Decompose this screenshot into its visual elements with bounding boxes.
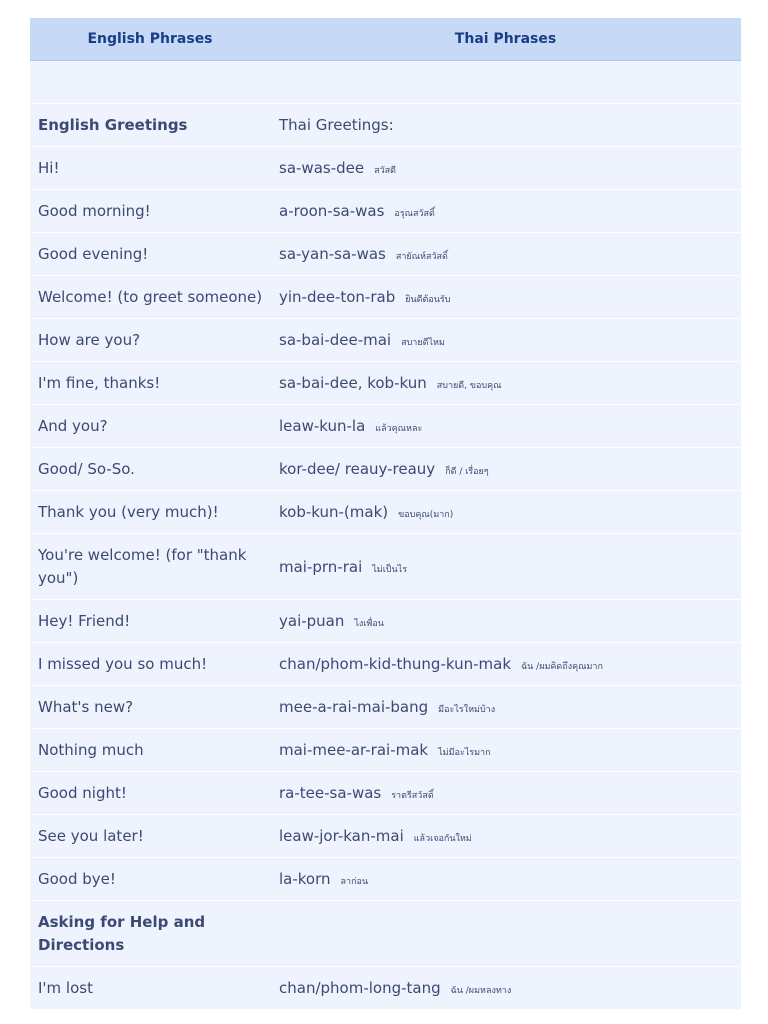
english-phrase: Hi!	[38, 158, 60, 177]
thai-script: ก็ดี / เรื่อยๆ	[445, 467, 489, 477]
thai-script: สบายดีไหม	[401, 338, 445, 348]
romanized-text: kor-dee/ reauy-reauy	[279, 460, 436, 478]
thai-script: ราตรีสวัสดิ์	[391, 791, 434, 801]
thai-phrase	[271, 116, 741, 134]
thai-script: สายัณห์สวัสดิ์	[395, 252, 448, 262]
thai-phrase	[271, 698, 741, 716]
english-phrase: Good night!	[38, 783, 127, 802]
table-row	[30, 61, 741, 104]
table-row	[30, 147, 741, 190]
thai-phrase	[271, 655, 741, 673]
english-column-header: English Phrases	[87, 31, 213, 47]
romanized-text: Thai Greetings:	[279, 116, 394, 134]
english-phrase: And you?	[38, 416, 108, 435]
english-phrase: What's new?	[38, 697, 134, 716]
thai-phrase	[271, 870, 741, 888]
table-row	[30, 643, 741, 686]
thai-script: สบายดี, ขอบคุณ	[436, 381, 502, 391]
english-phrase: I'm lost	[38, 978, 93, 997]
table-row	[30, 448, 741, 491]
thai-script: สวัสดี	[374, 166, 396, 176]
thai-script: แล้วเจอกันใหม่	[413, 834, 472, 844]
english-phrase: Good/ So-So.	[38, 459, 135, 478]
romanized-text: a-roon-sa-was	[279, 202, 385, 220]
english-phrase: You're welcome! (for "thank you")	[38, 545, 247, 587]
english-phrase: Good evening!	[38, 244, 149, 263]
thai-phrase	[271, 460, 741, 478]
romanized-text: sa-was-dee	[279, 159, 365, 177]
thai-phrase	[271, 331, 741, 349]
table-row	[30, 686, 741, 729]
thai-phrase	[271, 374, 741, 392]
romanized-text: yin-dee-ton-rab	[279, 288, 396, 306]
thai-script: ยินดีต้อนรับ	[405, 295, 451, 305]
thai-script: ฉัน /ผมคิดถึงคุณมาก	[521, 662, 603, 672]
thai-phrase	[271, 741, 741, 759]
english-phrase: How are you?	[38, 330, 141, 349]
english-phrase: Welcome! (to greet someone)	[38, 287, 263, 306]
romanized-text: la-korn	[279, 870, 331, 888]
romanized-text: sa-bai-dee-mai	[279, 331, 392, 349]
table-row	[30, 858, 741, 901]
table-body	[30, 61, 741, 1010]
thai-phrase	[271, 503, 741, 521]
table-row	[30, 534, 741, 600]
english-phrase: English Greetings	[38, 115, 188, 134]
thai-script: ฉัน /ผมหลงทาง	[450, 986, 512, 996]
thai-script: ขอบคุณ(มาก)	[398, 510, 454, 520]
table-header	[30, 18, 741, 61]
thai-script: อรุณสวัสดิ์	[394, 209, 435, 219]
table-row	[30, 319, 741, 362]
thai-phrase	[271, 784, 741, 802]
thai-script: แล้วคุณหละ	[375, 424, 423, 434]
english-phrase: I missed you so much!	[38, 654, 208, 673]
table-row	[30, 362, 741, 405]
thai-script: ไม่เป็นไร	[372, 564, 408, 575]
table-row	[30, 491, 741, 534]
thai-phrase	[271, 558, 741, 576]
romanized-text: kob-kun-(mak)	[279, 503, 389, 521]
english-phrase: Good morning!	[38, 201, 151, 220]
table-row	[30, 729, 741, 772]
thai-phrase	[271, 417, 741, 435]
thai-phrase	[271, 288, 741, 306]
phrase-table	[30, 18, 741, 1010]
thai-script: มีอะไรใหม่บ้าง	[438, 705, 496, 715]
table-row	[30, 600, 741, 643]
thai-phrase	[271, 979, 741, 997]
romanized-text: leaw-jor-kan-mai	[279, 827, 404, 845]
thai-script: ไม่มีอะไรมาก	[438, 748, 491, 758]
english-phrase: Good bye!	[38, 869, 116, 888]
english-phrase: I'm fine, thanks!	[38, 373, 161, 392]
romanized-text: ra-tee-sa-was	[279, 784, 382, 802]
table-row	[30, 901, 741, 967]
table-row	[30, 276, 741, 319]
english-phrase: Asking for Help and Directions	[38, 912, 206, 954]
table-row	[30, 772, 741, 815]
romanized-text: mai-mee-ar-rai-mak	[279, 741, 429, 759]
table-row	[30, 104, 741, 147]
thai-phrase	[271, 245, 741, 263]
english-phrase: Hey! Friend!	[38, 611, 131, 630]
table-row	[30, 233, 741, 276]
english-phrase: Nothing much	[38, 740, 144, 759]
table-row	[30, 967, 741, 1010]
romanized-text: mee-a-rai-mai-bang	[279, 698, 429, 716]
romanized-text: sa-bai-dee, kob-kun	[279, 374, 427, 392]
thai-phrase	[271, 827, 741, 845]
thai-phrase	[271, 159, 741, 177]
thai-column-header: Thai Phrases	[454, 31, 557, 47]
english-phrase: See you later!	[38, 826, 144, 845]
thai-phrase	[271, 202, 741, 220]
romanized-text: sa-yan-sa-was	[279, 245, 386, 263]
romanized-text: chan/phom-long-tang	[279, 979, 441, 997]
romanized-text: yai-puan	[279, 612, 345, 630]
romanized-text: leaw-kun-la	[279, 417, 366, 435]
romanized-text: mai-prn-rai	[279, 557, 363, 576]
english-phrase: Thank you (very much)!	[38, 502, 219, 521]
table-row	[30, 405, 741, 448]
romanized-text: chan/phom-kid-thung-kun-mak	[279, 655, 512, 673]
thai-phrase	[271, 612, 741, 630]
thai-script: ลาก่อน	[340, 877, 369, 887]
thai-script: ไงเพื่อน	[354, 619, 384, 629]
table-row	[30, 190, 741, 233]
table-row	[30, 815, 741, 858]
